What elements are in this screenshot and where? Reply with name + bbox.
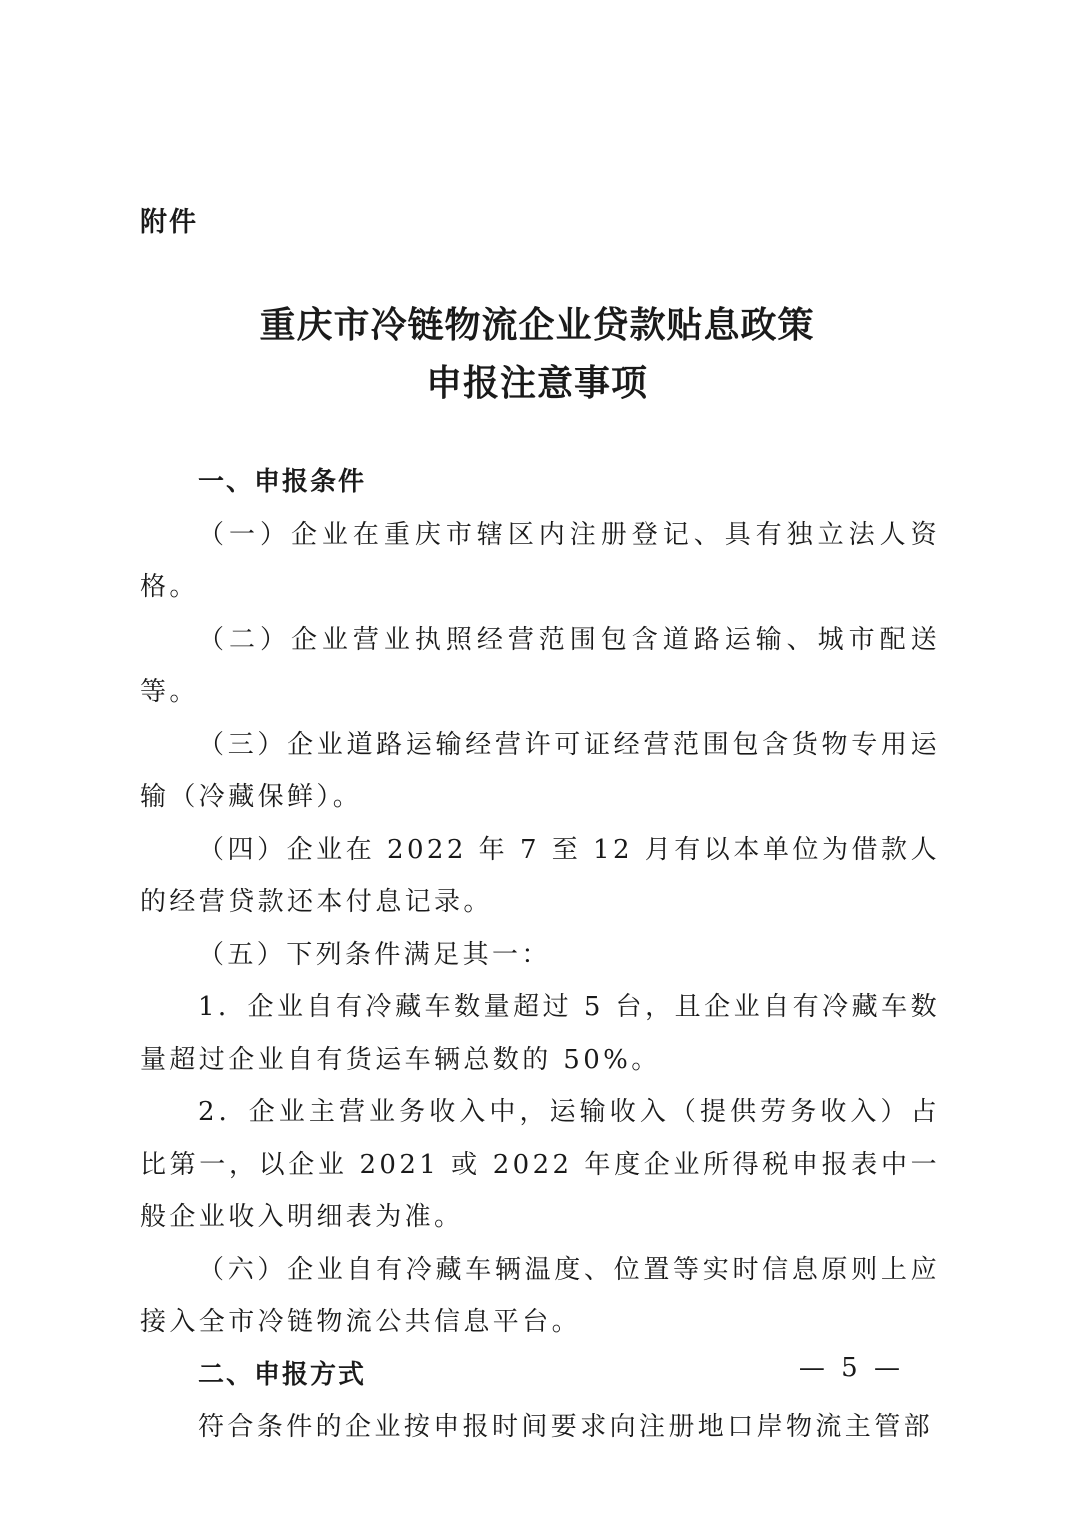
- paragraph: （五）下列条件满足其一：: [198, 939, 551, 970]
- attachment-label: 附件: [140, 207, 198, 238]
- document-title: [0, 296, 1074, 412]
- page-number: — 5 —: [798, 1353, 904, 1383]
- section-heading: 二、申报方式: [198, 1359, 367, 1390]
- paragraph: （二）企业营业执照经营范围包含道路运输、城市配送等。: [140, 624, 940, 707]
- paragraph: （四）企业在 2022 年 7 至 12 月有以本单位为借款人的经营贷款还本付息记录。: [140, 834, 940, 917]
- paragraph: 符合条件的企业按申报时间要求向注册地口岸物流主管部: [198, 1412, 934, 1442]
- section-heading: 一、申报条件: [198, 467, 367, 497]
- title-line-1: 重庆市冷链物流企业贷款贴息政策: [259, 304, 815, 346]
- paragraph: （一）企业在重庆市辖区内注册登记、具有独立法人资格。: [140, 519, 940, 602]
- paragraph: 2．企业主营业务收入中，运输收入（提供劳务收入）占比第一，以企业 2021 或 2022 年度企业所得税申报表中一般企业收入明细表为准。: [140, 1097, 940, 1232]
- paragraph: （六）企业自有冷藏车辆温度、位置等实时信息原则上应接入全市冷链物流公共信息平台。: [140, 1254, 940, 1337]
- paragraph: （三）企业道路运输经营许可证经营范围包含货物专用运输（冷藏保鲜）。: [140, 729, 940, 812]
- document-body: [140, 456, 940, 1454]
- title-line-2: 申报注意事项: [425, 362, 648, 404]
- paragraph: 1．企业自有冷藏车数量超过 5 台，且企业自有冷藏车数量超过企业自有货运车辆总数的 50%。: [140, 992, 940, 1075]
